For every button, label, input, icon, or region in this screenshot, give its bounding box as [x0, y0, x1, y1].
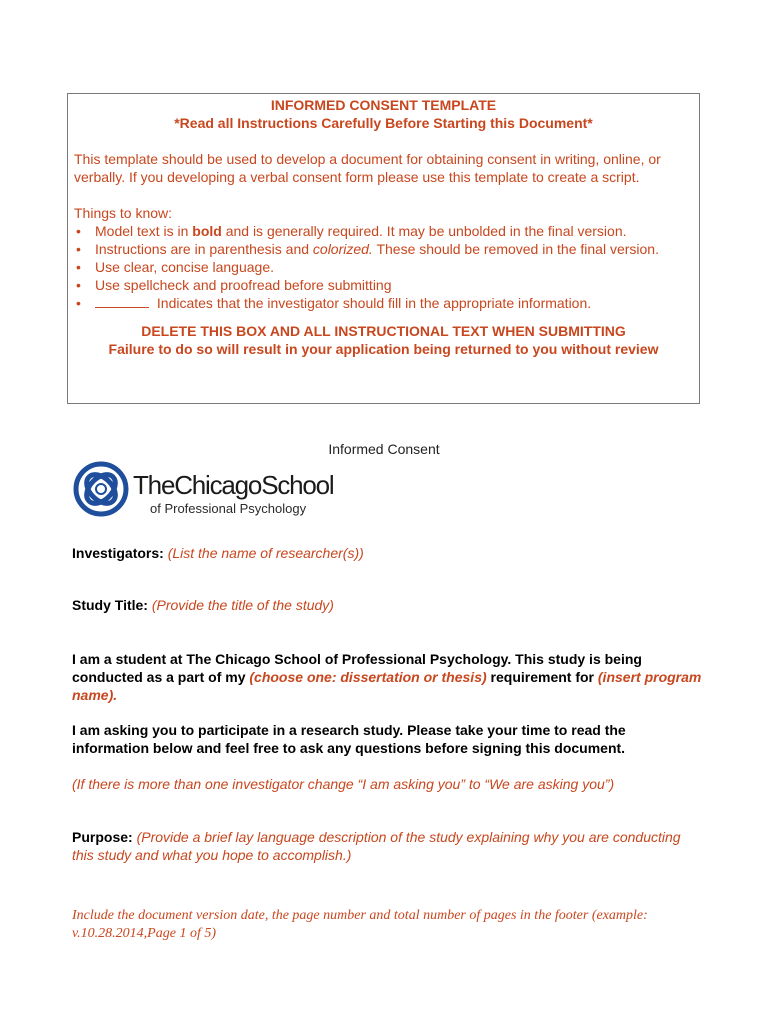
- chicago-school-logo: [71, 458, 334, 522]
- student-paragraph: [72, 650, 702, 704]
- instructions-subtitle: *Read all Instructions Carefully Before Starting this Document*: [174, 115, 593, 131]
- things-to-know-heading: Things to know:: [74, 205, 173, 221]
- purpose-field: [72, 828, 702, 864]
- bullet-icon: •: [76, 295, 81, 311]
- model-text-post: and is generally required. It may be unbolded in the final version.: [221, 223, 627, 239]
- list-item: [74, 240, 693, 258]
- footer-instruction: Include the document version date, the page number and total number of pages in the footer (example: v.10.28.2014,Page 1 of 5): [72, 908, 648, 941]
- list-item: [74, 222, 693, 240]
- instructions-title: INFORMED CONSENT TEMPLATE: [270, 97, 497, 113]
- investigator-note: (If there is more than one investigator change “I am asking you” to “We are asking you”): [72, 776, 615, 792]
- study-title-hint: (Provide the title of the study): [151, 597, 334, 613]
- study-title-field: [72, 596, 334, 614]
- student-paragraph-mid: requirement for: [486, 669, 598, 685]
- program-hint: (insert program name).: [72, 669, 702, 703]
- document-title: Informed Consent: [328, 441, 440, 457]
- student-paragraph-text: I am a student at The Chicago School of Professional Psychology. This study is being conducted as a part of my: [72, 651, 642, 685]
- purpose-hint: (Provide a brief lay language description of the study explaining why you are conducting this study and what you hope to accomplish.): [72, 829, 681, 863]
- fill-in-text: Indicates that the investigator should fill in the appropriate information.: [156, 295, 592, 311]
- spellcheck-text: Use spellcheck and proofread before submitting: [95, 277, 392, 293]
- investigators-field: [72, 544, 364, 562]
- list-item: [74, 258, 693, 276]
- investigators-label: Investigators:: [72, 545, 164, 561]
- failure-warning: Failure to do so will result in your application being returned to you without review: [108, 341, 659, 357]
- list-item: [74, 294, 693, 312]
- bullet-icon: •: [76, 223, 81, 239]
- purpose-label: Purpose:: [72, 829, 133, 845]
- logo-name: TheChicagoSchool: [133, 470, 334, 500]
- logo-subtitle: of Professional Psychology: [150, 501, 307, 516]
- instructions-text-post: These should be removed in the final version.: [372, 241, 659, 257]
- model-text-pre: Model text is in: [95, 223, 193, 239]
- fill-in-blank: [95, 295, 149, 308]
- delete-box-warning: DELETE THIS BOX AND ALL INSTRUCTIONAL TEXT WHEN SUBMITTING: [141, 323, 626, 339]
- bullet-icon: •: [76, 259, 81, 275]
- instructions-box: [67, 93, 700, 404]
- knot-emblem-icon: [71, 458, 131, 520]
- bullet-icon: •: [76, 277, 81, 293]
- instructions-list: [74, 222, 693, 312]
- asking-paragraph: I am asking you to participate in a research study. Please take your time to read the information below and feel free to ask any questions before signing this document.: [72, 722, 626, 756]
- clear-language-text: Use clear, concise language.: [95, 259, 274, 275]
- instructions-text-pre: Instructions are in parenthesis and: [95, 241, 313, 257]
- study-title-label: Study Title:: [72, 597, 148, 613]
- instructions-text-italic: colorized.: [312, 241, 373, 257]
- investigators-hint: (List the name of researcher(s)): [167, 545, 364, 561]
- instructions-intro: This template should be used to develop a document for obtaining consent in writing, online, or verbally. If you developing a verbal consent form please use this template to create a script.: [74, 151, 661, 185]
- degree-hint: (choose one: dissertation or thesis): [249, 669, 487, 685]
- bullet-icon: •: [76, 241, 81, 257]
- list-item: [74, 276, 693, 294]
- model-text-bold: bold: [192, 223, 222, 239]
